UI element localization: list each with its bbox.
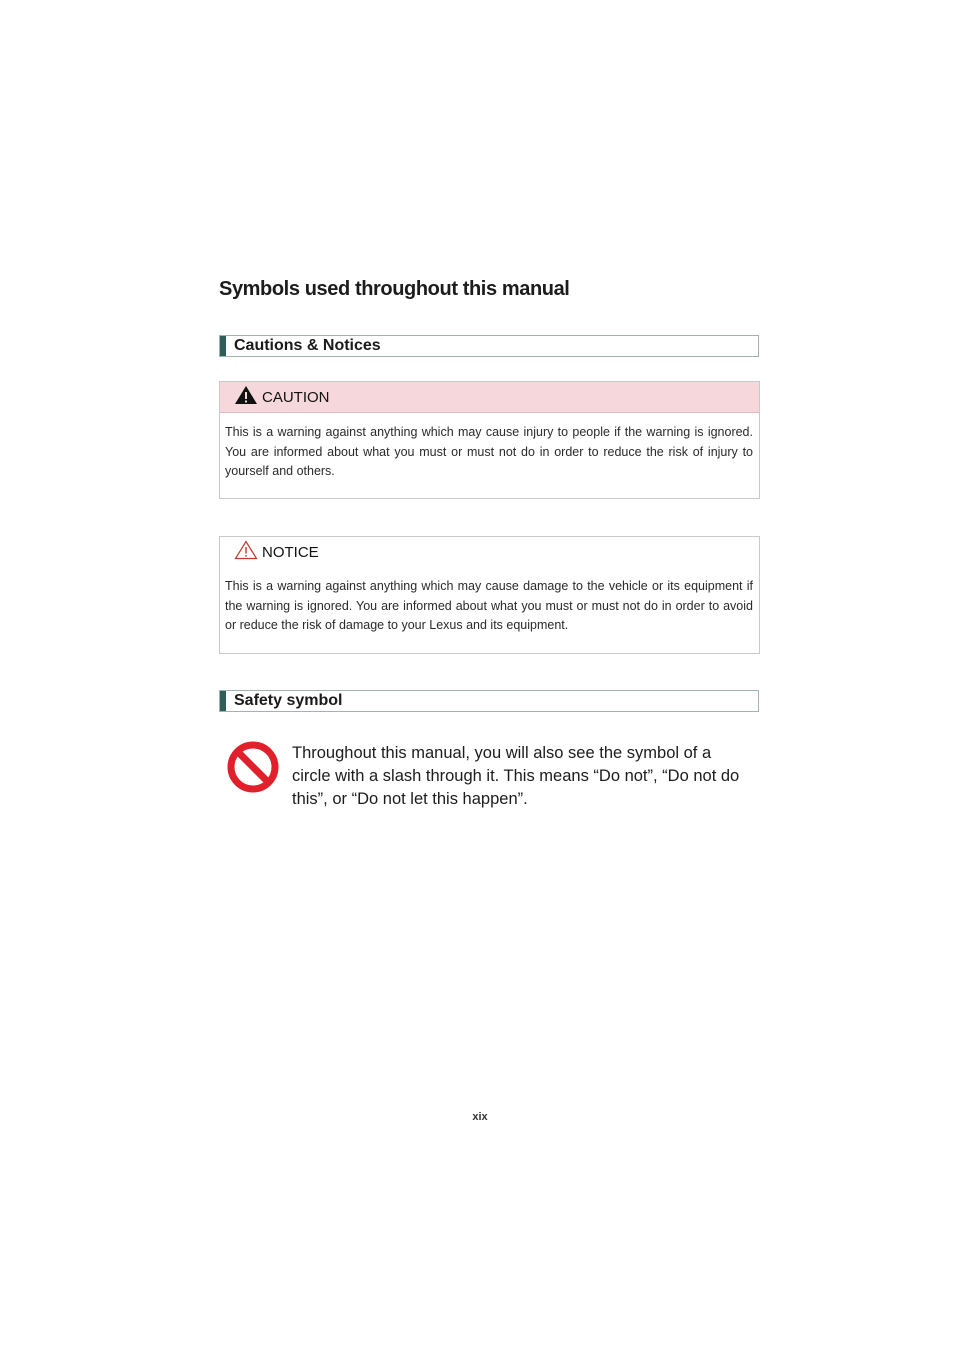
caution-box — [219, 381, 760, 499]
caution-body: This is a warning against anything which may cause injury to people if the warning is ignored. You are informed about what you must or must not do in order to reduce the risk of injury to yourself and others. — [225, 425, 753, 478]
safety-symbol-text: Throughout this manual, you will also see the symbol of a circle with a slash through it. This means “Do not”, “Do not do this”, or “Do not let this happen”. — [292, 744, 740, 808]
section-header-cautions — [219, 335, 759, 357]
notice-header — [220, 537, 759, 567]
section-label-cautions: Cautions & Notices — [234, 337, 381, 354]
warning-triangle-outline-icon — [234, 540, 262, 564]
notice-body: This is a warning against anything which may cause damage to the vehicle or its equipment if the warning is ignored. You are informed about what you must or must not do in order to avoid or reduce the risk of damage to your Lexus and its equipment. — [225, 579, 753, 632]
caution-header — [220, 382, 759, 413]
caution-label: CAUTION — [262, 388, 330, 406]
prohibition-icon — [226, 740, 280, 794]
warning-triangle-icon — [234, 385, 262, 409]
page-title: Symbols used throughout this manual — [219, 278, 570, 300]
notice-label: NOTICE — [262, 543, 319, 561]
section-label-safety: Safety symbol — [234, 692, 343, 709]
notice-box — [219, 536, 760, 654]
section-header-safety — [219, 690, 759, 712]
section-bar — [220, 691, 226, 711]
page-number: xix — [472, 1111, 488, 1123]
section-bar — [220, 336, 226, 356]
